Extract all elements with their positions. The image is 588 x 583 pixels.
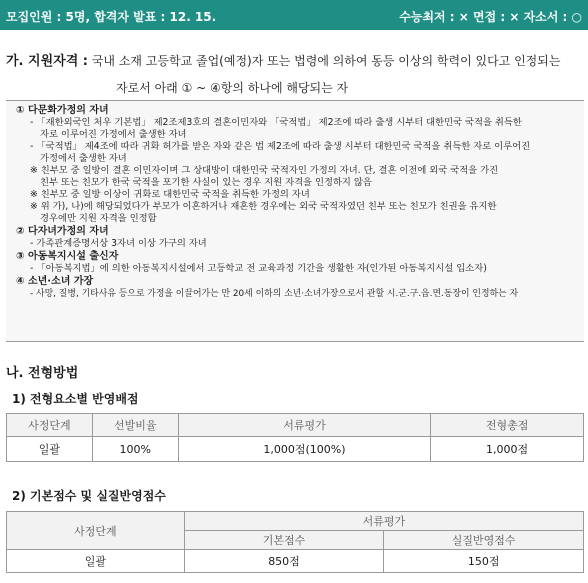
table-cell: 1,000점 bbox=[431, 437, 584, 462]
table-row bbox=[7, 437, 584, 462]
criteria-line: 자로 이루어진 가정에서 출생한 자녀 bbox=[40, 129, 187, 140]
criteria-heading-multichild: ② 다자녀가정의 자녀 bbox=[16, 226, 109, 237]
table-cell: 150점 bbox=[384, 550, 584, 573]
criteria-heading-multicultural: ① 다문화가정의 자녀 bbox=[16, 105, 109, 116]
table-cell: 일괄 bbox=[7, 550, 185, 573]
table-header-cell: 선발비율 bbox=[92, 414, 178, 437]
table-header-cell: 서류평가 bbox=[178, 414, 431, 437]
criteria-line: - 사망, 질병, 기타사유 등으로 가정을 이끌어가는 만 20세 이하의 소년·소녀가장으로서 관할 시.군.구.읍.면.동장이 인정하는 자 bbox=[30, 289, 519, 299]
criteria-note: 친부 또는 친모가 한국 국적을 포기한 사실이 있는 경우 지원 자격을 인정하지 않음 bbox=[40, 177, 372, 188]
table-header-cell: 기본점수 bbox=[184, 531, 384, 550]
criteria-note: ※ 위 가), 나)에 해당되었다가 부모가 이혼하거나 재혼한 경우에는 외국 국적자였던 친부 또는 친모가 친권을 유지한 bbox=[30, 201, 497, 212]
selection-method-heading: 나. 전형방법 bbox=[6, 366, 79, 381]
criteria-line: - 「국적법」 제4조에 따라 귀화 허가를 받은 자와 같은 법 제2조에 따라 출생 시부터 대한민국 국적을 취득한 자로 이루어진 bbox=[30, 141, 531, 152]
table-header-row bbox=[7, 414, 584, 437]
eligibility-detail-box bbox=[6, 100, 584, 342]
table-row bbox=[7, 550, 584, 573]
eligibility-text-line2: 자로서 아래 ① ~ ④항의 하나에 해당되는 자 bbox=[116, 81, 349, 95]
criteria-line: - 「아동복지법」에 의한 아동복지시설에서 고등학교 전 교육과정 기간을 생활한 자(인가된 아동복지시설 입소자) bbox=[30, 263, 487, 274]
table-header-cell: 전형총점 bbox=[431, 414, 584, 437]
criteria-line: - 「재한외국인 처우 기본법」 제2조제3호의 결혼이민자와 「국적법」 제2조에 따라 출생 시부터 대한민국 국적을 취득한 bbox=[30, 117, 522, 128]
table-header-row bbox=[7, 512, 584, 531]
criteria-note: ※ 친부모 중 일방이 결혼 이민자이며 그 상대방이 대한민국 국적자인 가정의 자녀. 단, 결혼 이전에 외국 국적을 가진 bbox=[30, 165, 499, 176]
table-cell: 일괄 bbox=[7, 437, 93, 462]
criteria-note: ※ 친부모 중 일방 이상이 귀화로 대한민국 국적을 취득한 가정의 자녀 bbox=[30, 189, 310, 200]
criteria-line: 가정에서 출생한 자녀 bbox=[40, 153, 127, 164]
table-header-cell: 서류평가 bbox=[184, 512, 583, 531]
admission-summary-banner bbox=[0, 0, 588, 30]
table-cell: 850점 bbox=[184, 550, 384, 573]
criteria-line: - 가족관계증명서상 3자녀 이상 가구의 자녀 bbox=[30, 238, 207, 249]
table-header-cell: 실질반영점수 bbox=[384, 531, 584, 550]
criteria-heading-welfare: ③ 아동복지시설 출신자 bbox=[16, 251, 119, 262]
table-header-cell: 사정단계 bbox=[7, 512, 185, 550]
score-allocation-heading: 1) 전형요소별 반영배점 bbox=[12, 392, 139, 406]
table-cell: 1,000점(100%) bbox=[178, 437, 431, 462]
criteria-note: 경우에만 지원 자격을 인정함 bbox=[40, 213, 157, 224]
criteria-heading-youth-head: ④ 소년·소녀 가장 bbox=[16, 276, 94, 287]
banner-right-text: 수능최저 : × 면접 : × 자소서 : ○ bbox=[399, 10, 582, 24]
eligibility-text-line1: 국내 소재 고등학교 졸업(예정)자 또는 법령에 의하여 동등 이상의 학력이 있다고 인정되는 bbox=[91, 54, 561, 68]
base-score-table bbox=[6, 511, 584, 573]
table-header-cell: 사정단계 bbox=[7, 414, 93, 437]
eligibility-heading: 가. 지원자격 : bbox=[6, 54, 88, 69]
banner-left-text: 모집인원 : 5명, 합격자 발표 : 12. 15. bbox=[6, 10, 217, 24]
score-allocation-table bbox=[6, 413, 584, 462]
eligibility-section bbox=[6, 50, 586, 96]
base-score-heading: 2) 기본점수 및 실질반영점수 bbox=[12, 489, 166, 503]
table-cell: 100% bbox=[92, 437, 178, 462]
